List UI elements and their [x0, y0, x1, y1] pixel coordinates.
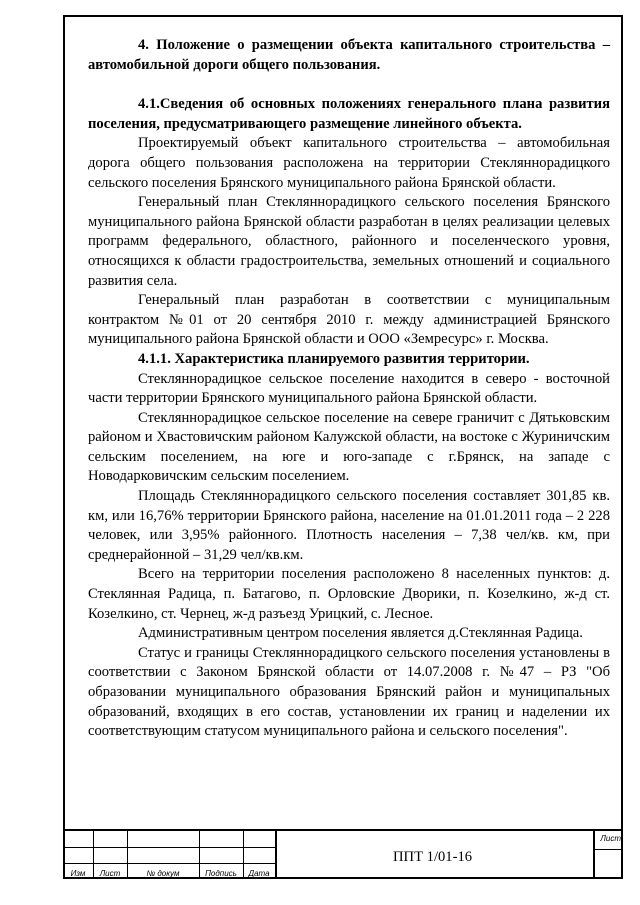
document-body	[88, 36, 610, 742]
stamp-row-line	[63, 863, 275, 864]
stamp-row-line	[63, 847, 275, 848]
title-block	[63, 829, 623, 879]
paragraph: Площадь Стекляннорадицкого сельского поселения составляет 301,85 кв. км, или 16,76% территории Брянского района, население на 01.01.2011 года – 2 228 человек, или 3,95% районного. Плотность населения – 7,38 чел/кв. км, при среднерайонной – 31,29 чел/кв.км.	[88, 488, 610, 563]
stamp-caption-list: Лист	[99, 869, 121, 878]
subsection-title: 4.1.Сведения об основных положениях генерального плана развития поселения, предусматривающего размещение линейного объекта.	[88, 96, 610, 132]
subsubsection-title: 4.1.1. Характеристика планируемого развития территории.	[138, 350, 530, 367]
paragraph: Статус и границы Стекляннорадицкого сельского поселения установлены в соответствии с Законом Брянской области от 14.07.2008 г. №47 – РЗ "Об образовании муниципального образования Брянский район и муниципальных образований, входящих в его состав, установлении их границ и наделении их соответствующим статусом муниципального района и сельского поселения".	[88, 644, 610, 740]
stamp-caption-doc: № докум	[146, 869, 180, 878]
paragraph: Генеральный план разработан в соответствии с муниципальным контрактом №01 от 20 сентября 2010 г. между администрацией Брянского муниципального района Брянской области и ООО «Земресурс» г. Москва.	[88, 292, 610, 348]
stamp-caption-date: Дата	[248, 869, 270, 878]
stamp-divider	[593, 831, 595, 879]
stamp-caption-sign: Подпись	[205, 869, 237, 878]
paragraph: Всего на территории поселения расположено 8 населенных пунктов: д. Стеклянная Радица, п. Батагово, п. Орловские Дворики, п. Козелкино, ж-д ст. Козелкино, ст. Чернец, ж-д разъезд Урицкий, с. Лесное.	[88, 566, 610, 622]
stamp-caption-izm: Изм	[70, 869, 86, 878]
paragraph: Проектируемый объект капитального строительства – автомобильная дорога общего пользования расположена на территории Стекляннорадицкого сельского поселения Брянского муниципального района Брянской области.	[88, 135, 610, 191]
paragraph: Административным центром поселения является д.Стеклянная Радица.	[138, 625, 583, 642]
paragraph: Стекляннорадицкое сельское поселение находится в северо - восточной части территории Брянского муниципального района Брянской области.	[88, 370, 610, 407]
paragraph: Генеральный план Стекляннорадицкого сельского поселения Брянского муниципального района Брянской области разработан в целях реализации целевых программ федерального, областного, районного и поселенческого уровня, относящихся к области градостроительства, земельных отношений и социального развития села.	[88, 194, 610, 289]
section-title: 4. Положение о размещении объекта капитального строительства – автомобильной дороги общего пользования.	[88, 37, 610, 73]
sheet-label: Лист	[600, 834, 621, 843]
stamp-row-line	[593, 849, 623, 850]
paragraph: Стекляннорадицкое сельское поселение на севере граничит с Дятьковским районом и Хвастовичским районом Калужской области, на востоке с Журиничским сельским поселением, на юге и юго-западе с г.Брянск, на западе с Новодарковичским сельским поселением.	[88, 409, 610, 485]
stamp-divider	[275, 831, 277, 879]
document-code: ППТ 1/01-16	[393, 849, 473, 865]
